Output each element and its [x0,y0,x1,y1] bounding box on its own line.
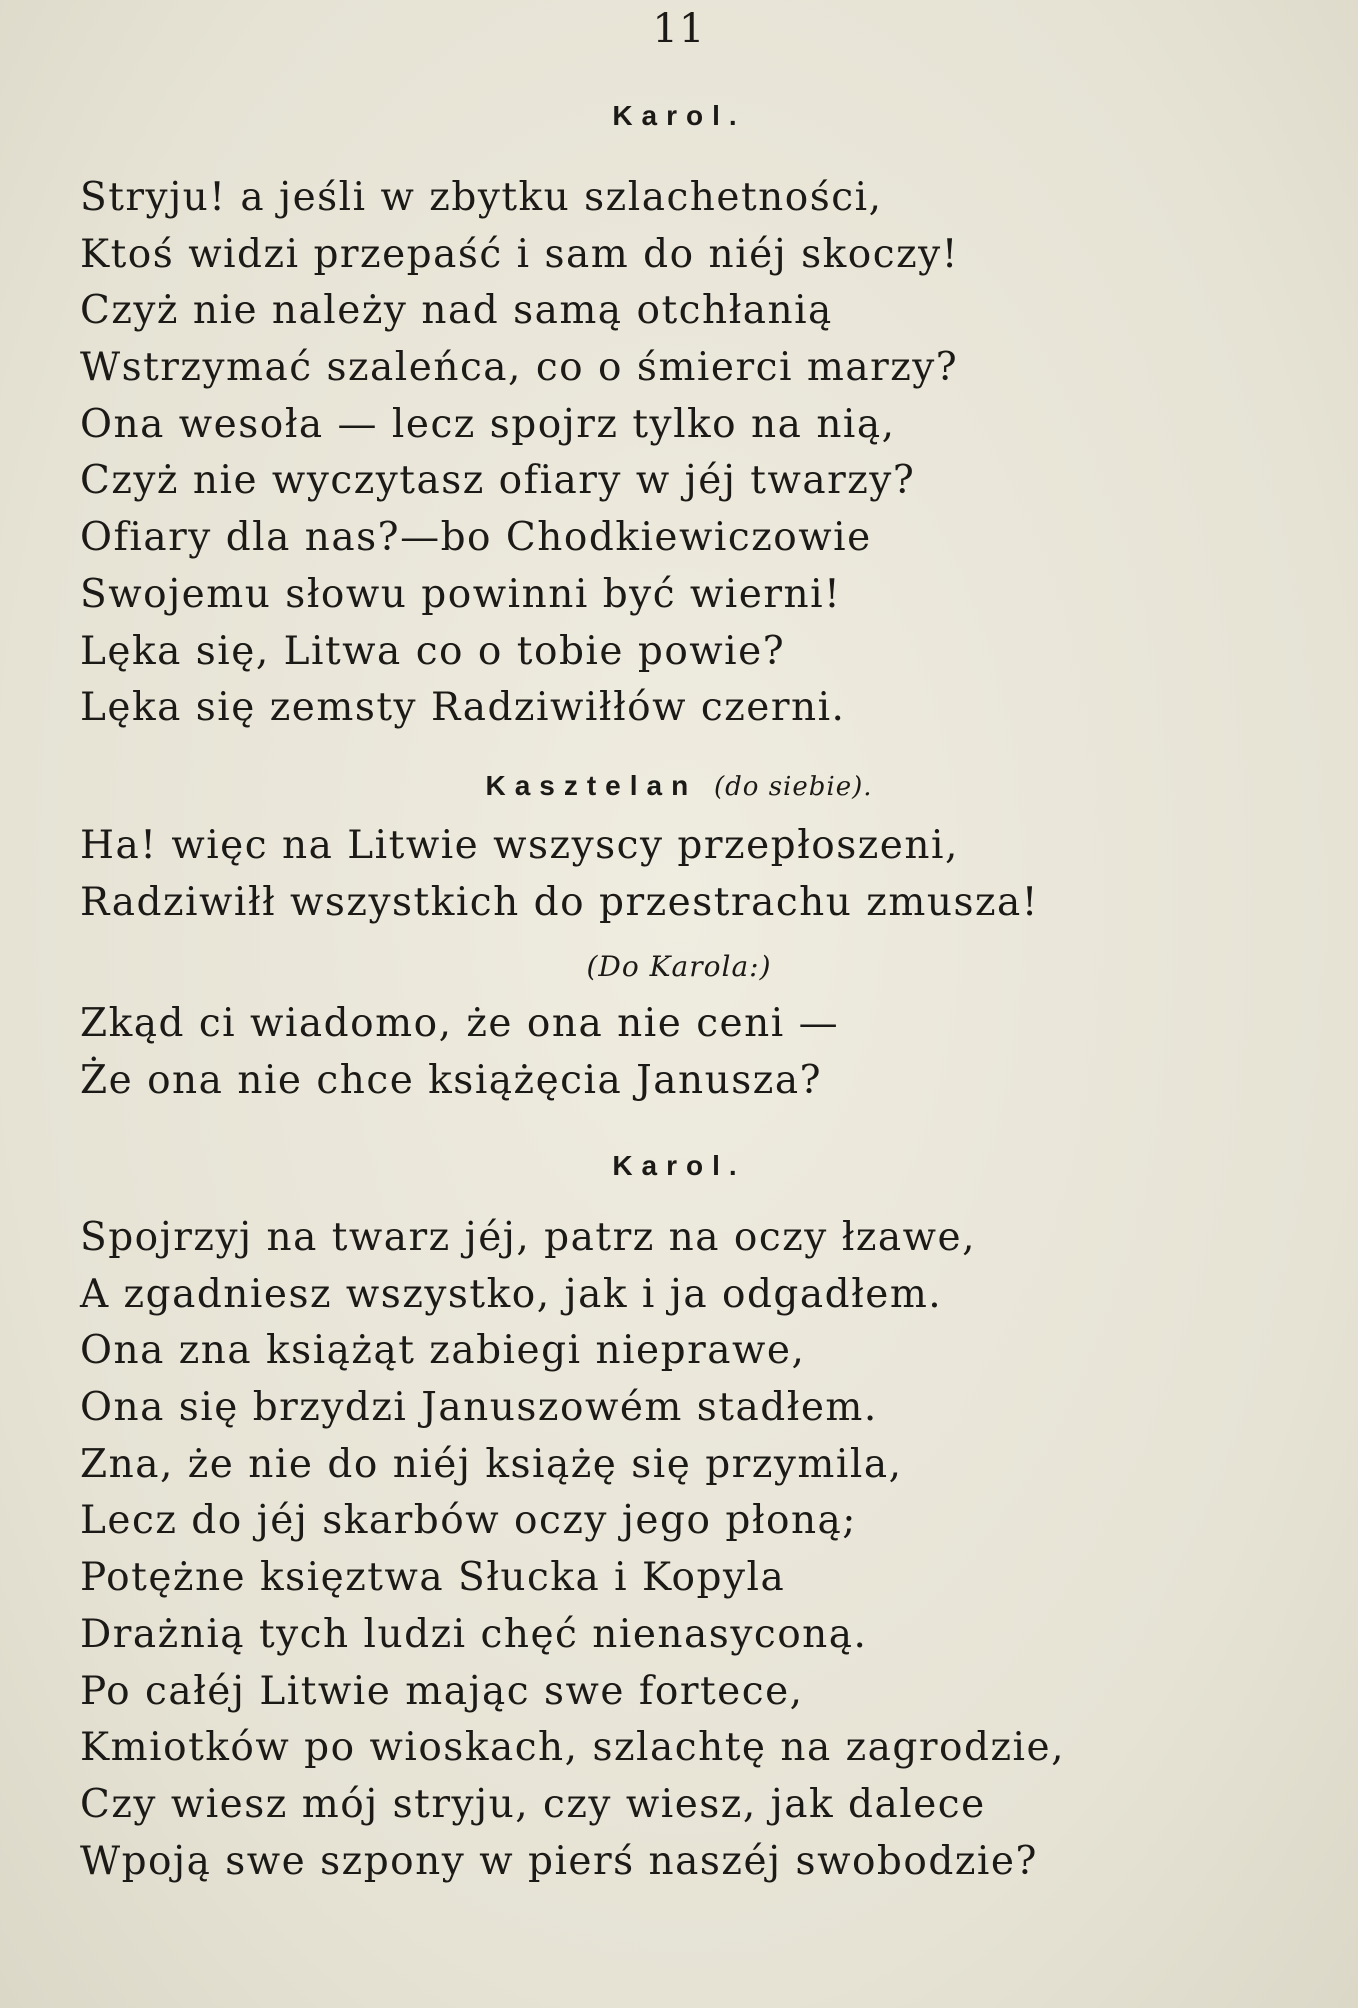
verse-line: Ktoś widzi przepaść i sam do niéj skoczy! [80,231,959,277]
speaker-note: (do siebie). [713,772,873,802]
speaker-name: Kasztelan [485,770,698,801]
verse-line: Radziwiłł wszystkich do przestrachu zmusza! [80,879,1039,925]
speaker-heading-kasztelan [0,770,1358,802]
speaker-heading-karol-1 [0,100,1358,132]
verse-line: Swojemu słowu powinni być wierni! [80,571,842,617]
verse-block-kasztelan-continued [80,996,839,1109]
verse-line: Czyż nie należy nad samą otchłanią [80,288,833,334]
verse-line: Ha! więc na Litwie wszyscy przepłoszeni, [80,823,959,868]
verse-line: A zgadniesz wszystko, jak i ja odgadłem. [80,1271,943,1317]
verse-block-karol-2 [80,1210,1065,1890]
verse-line: Lęka się zemsty Radziwiłłów czerni. [80,685,846,731]
speaker-name: Karol. [612,1150,746,1181]
verse-line: Drażnią tych ludzi chęć nienasyconą. [80,1611,868,1657]
verse-line: Po całéj Litwie mając swe fortece, [80,1668,804,1714]
verse-line: Ona się brzydzi Januszowém stadłem. [80,1385,878,1431]
page-number: 11 [652,6,706,52]
verse-block-kasztelan [80,818,1039,931]
stage-direction: (Do Karola:) [586,950,772,983]
verse-line: Ofiary dla nas?—bo Chodkiewiczowie [80,515,872,561]
verse-line: Stryju! a jeśli w zbytku szlachetności, [80,175,883,220]
speaker-name: Karol. [612,100,746,131]
verse-block-karol-1 [80,170,959,737]
verse-line: Kmiotków po wioskach, szlachtę na zagrodzie, [80,1725,1065,1771]
verse-line: Ona zna książąt zabiegi nieprawe, [80,1328,806,1374]
verse-line: Potężne księztwa Słucka i Kopyla [80,1555,786,1601]
verse-line: Zkąd ci wiadomo, że ona nie ceni — [80,1001,840,1046]
verse-line: Lęka się, Litwa co o tobie powie? [80,628,786,674]
speaker-heading-karol-2 [0,1150,1358,1182]
verse-line: Wstrzymać szaleńca, co o śmierci marzy? [80,345,959,391]
verse-line: Ona wesoła — lecz spojrz tylko na nią, [80,401,896,447]
verse-line: Spojrzyj na twarz jéj, patrz na oczy łzawe, [80,1215,977,1260]
verse-line: Zna, że nie do niéj książę się przymila, [80,1441,903,1487]
verse-line: Wpoją swe szpony w pierś naszéj swobodzie? [80,1838,1038,1884]
verse-line: Czyż nie wyczytasz ofiary w jéj twarzy? [80,458,916,504]
verse-line: Że ona nie chce książęcia Janusza? [80,1057,822,1103]
verse-line: Lecz do jéj skarbów oczy jego płoną; [80,1498,857,1544]
verse-line: Czy wiesz mój stryju, czy wiesz, jak dalece [80,1781,986,1827]
